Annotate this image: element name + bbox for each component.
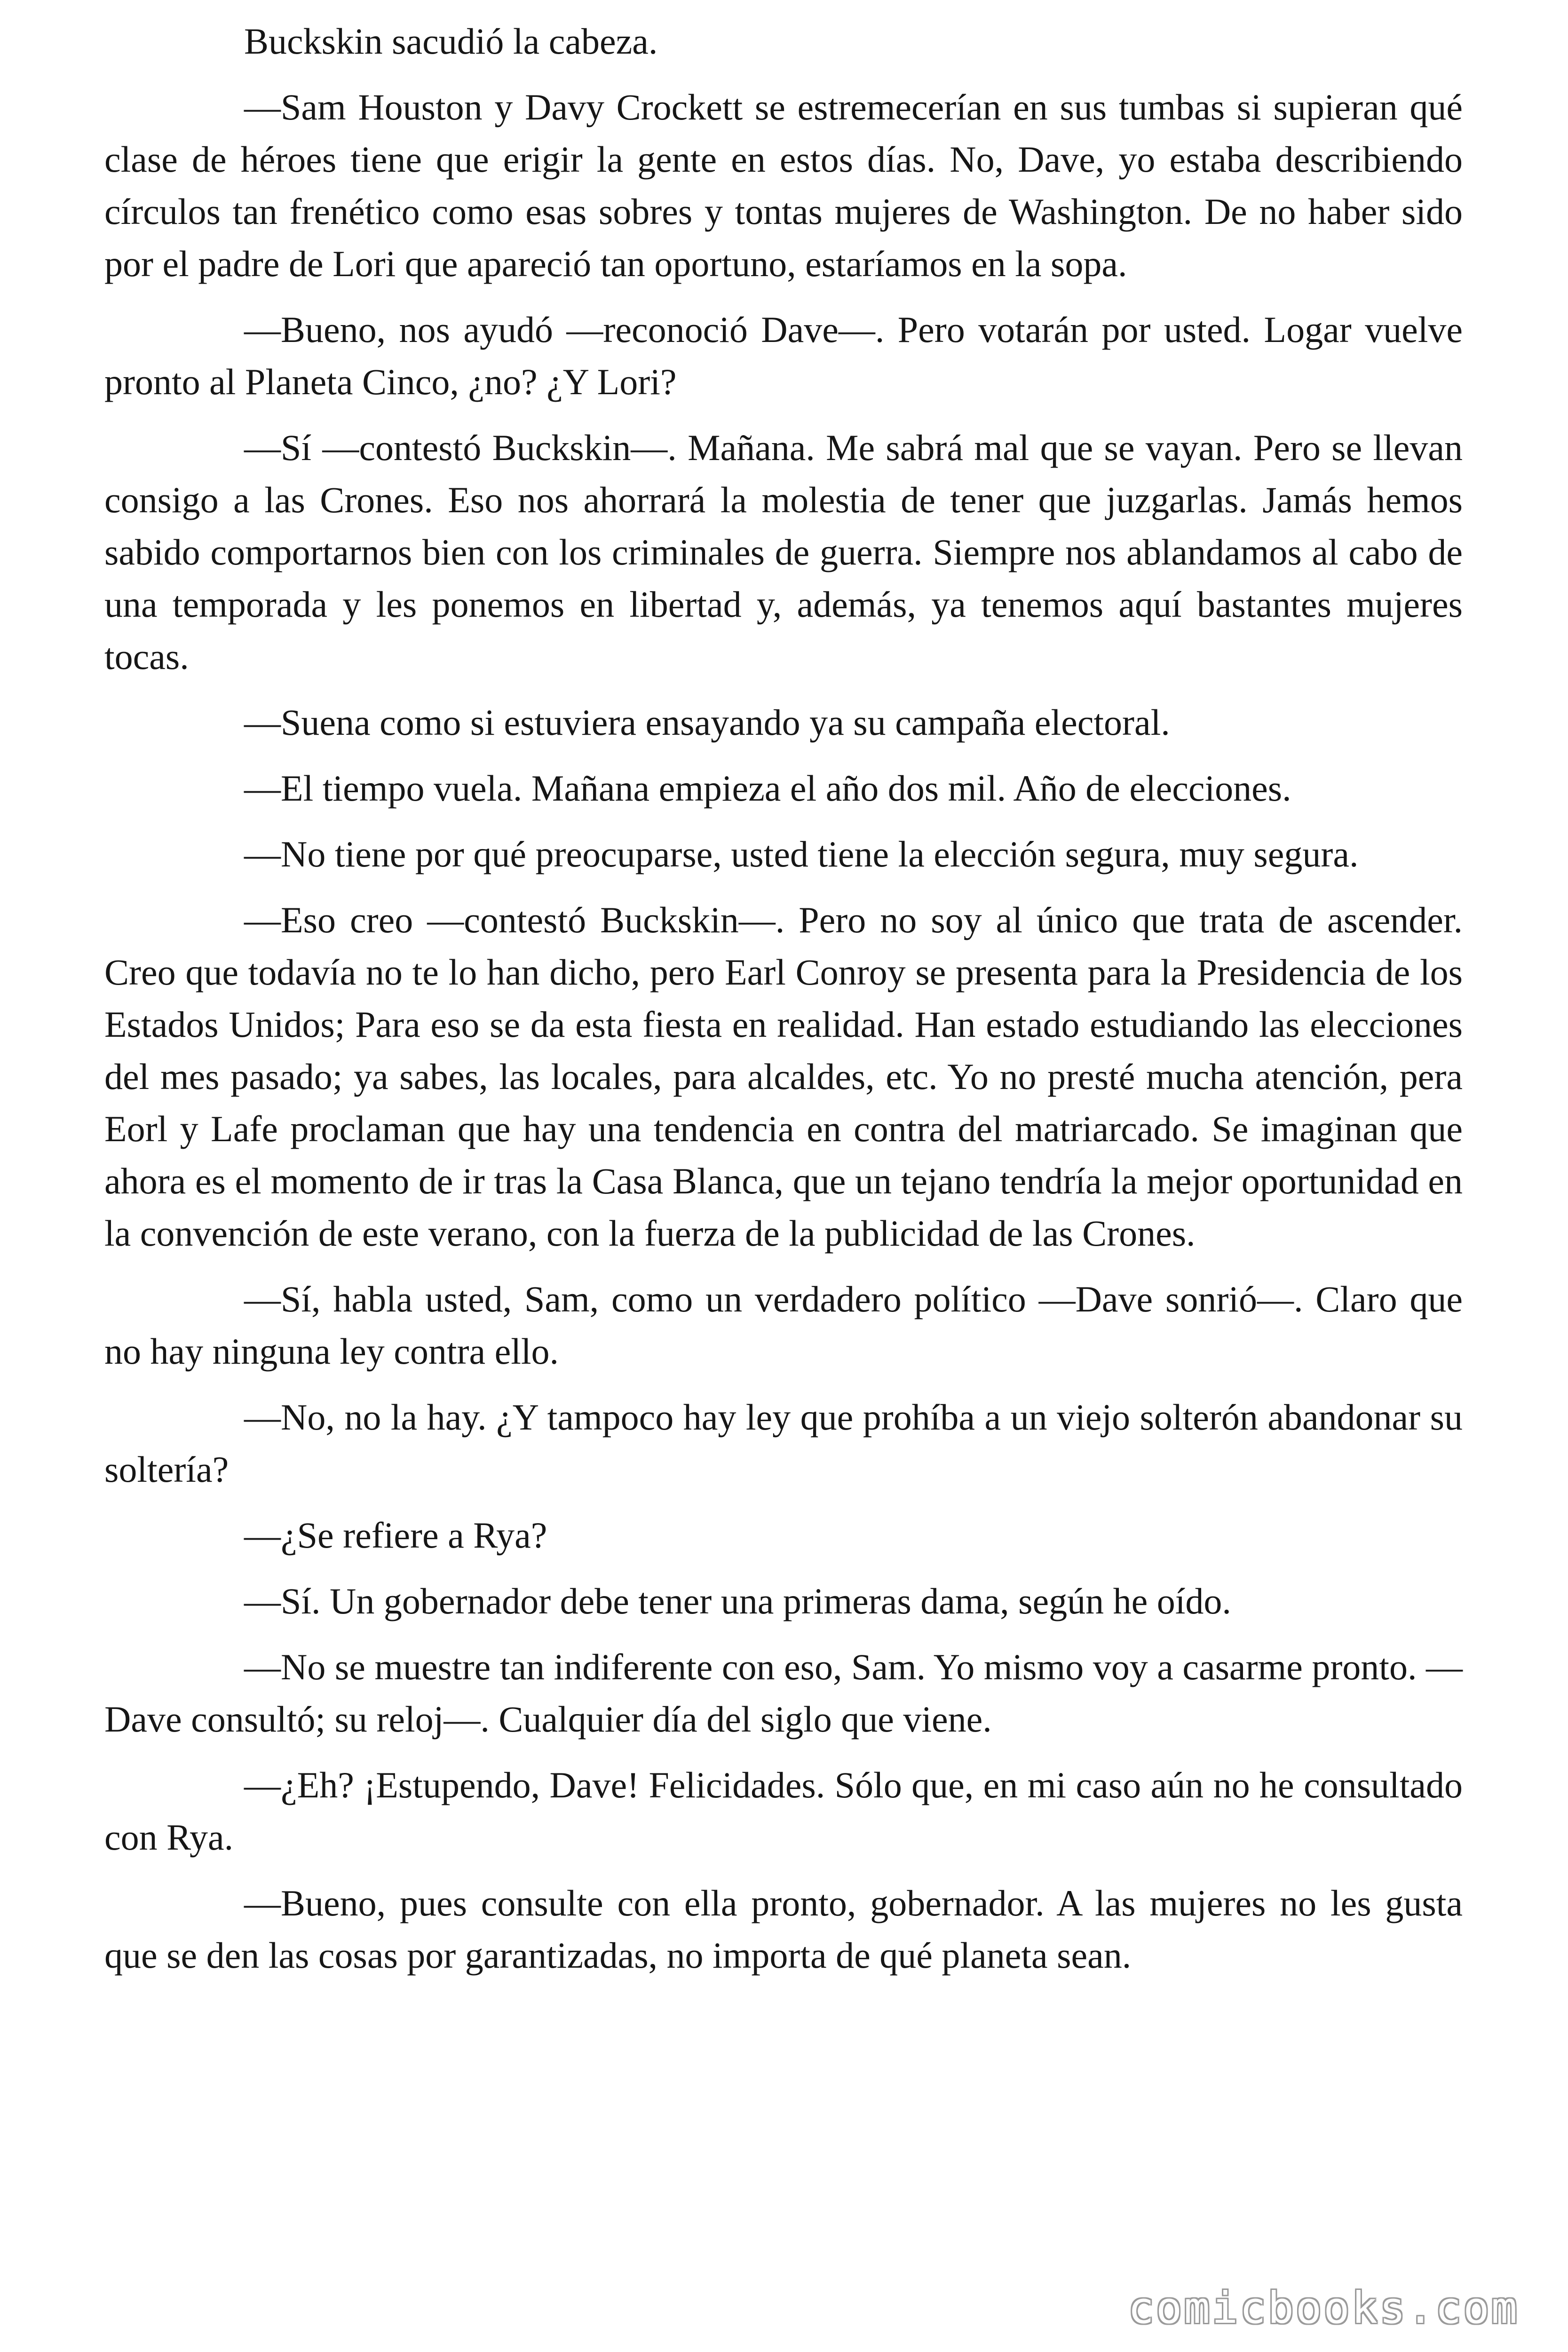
book-page-body <box>104 15 1463 1995</box>
paragraph: —Sí, habla usted, Sam, como un verdadero político —Dave sonrió—. Claro que no hay ninguna ley contra ello. <box>104 1279 1463 1372</box>
paragraph: —Sí —contestó Buckskin—. Mañana. Me sabrá mal que se vayan. Pero se llevan consigo a las Crones. Eso nos ahorrará la molestia de tener que juzgarlas. Jamás hemos sabido comportarnos bien con los criminales de guerra. Siempre nos ablandamos al cabo de una temporada y les ponemos en libertad y, además, ya tenemos aquí bastantes mujeres tocas. <box>104 427 1463 677</box>
paragraph: Buckskin sacudió la cabeza. <box>244 21 658 62</box>
paragraph: —Sí. Un gobernador debe tener una primeras dama, según he oído. <box>244 1581 1231 1621</box>
paragraph: —Bueno, nos ayudó —reconoció Dave—. Pero votarán por usted. Logar vuelve pronto al Planeta Cinco, ¿no? ¿Y Lori? <box>104 309 1463 402</box>
watermark: comicbooks.com <box>1128 2283 1519 2333</box>
paragraph: —El tiempo vuela. Mañana empieza el año dos mil. Año de elecciones. <box>244 768 1291 809</box>
paragraph: —No, no la hay. ¿Y tampoco hay ley que prohíba a un viejo solterón abandonar su soltería? <box>104 1397 1463 1490</box>
paragraph: —No tiene por qué preocuparse, usted tiene la elección segura, muy segura. <box>244 834 1359 874</box>
paragraph: —Eso creo —contestó Buckskin—. Pero no soy al único que trata de ascender. Creo que todavía no te lo han dicho, pero Earl Conroy se presenta para la Presidencia de los Estados Unidos; Para eso se da esta fiesta en realidad. Han estado estudiando las elecciones del mes pasado; ya sabes, las locales, para alcaldes, etc. Yo no presté mucha atención, pera Eorl y Lafe proclaman que hay una tendencia en contra del matriarcado. Se imaginan que ahora es el momento de ir tras la Casa Blanca, que un tejano tendría la mejor oportunidad en la convención de este verano, con la fuerza de la publicidad de las Crones. <box>104 899 1463 1254</box>
paragraph: —Bueno, pues consulte con ella pronto, gobernador. A las mujeres no les gusta que se den las cosas por garantizadas, no importa de qué planeta sean. <box>104 1883 1463 1976</box>
paragraph: —Suena como si estuviera ensayando ya su campaña electoral. <box>244 702 1170 743</box>
paragraph: —¿Eh? ¡Estupendo, Dave! Felicidades. Sólo que, en mi caso aún no he consultado con Rya. <box>104 1764 1463 1858</box>
paragraph: —¿Se refiere a Rya? <box>244 1515 547 1556</box>
paragraph: —No se muestre tan indiferente con eso, Sam. Yo mismo voy a casarme pronto. — Dave consultó; su reloj—. Cualquier día del siglo que viene. <box>104 1646 1463 1740</box>
paragraph: —Sam Houston y Davy Crockett se estremecerían en sus tumbas si supieran qué clase de héroes tiene que erigir la gente en estos días. No, Dave, yo estaba describiendo círculos tan frenético como esas sobres y tontas mujeres de Washington. De no haber sido por el padre de Lori que apareció tan oportuno, estaríamos en la sopa. <box>104 87 1463 284</box>
